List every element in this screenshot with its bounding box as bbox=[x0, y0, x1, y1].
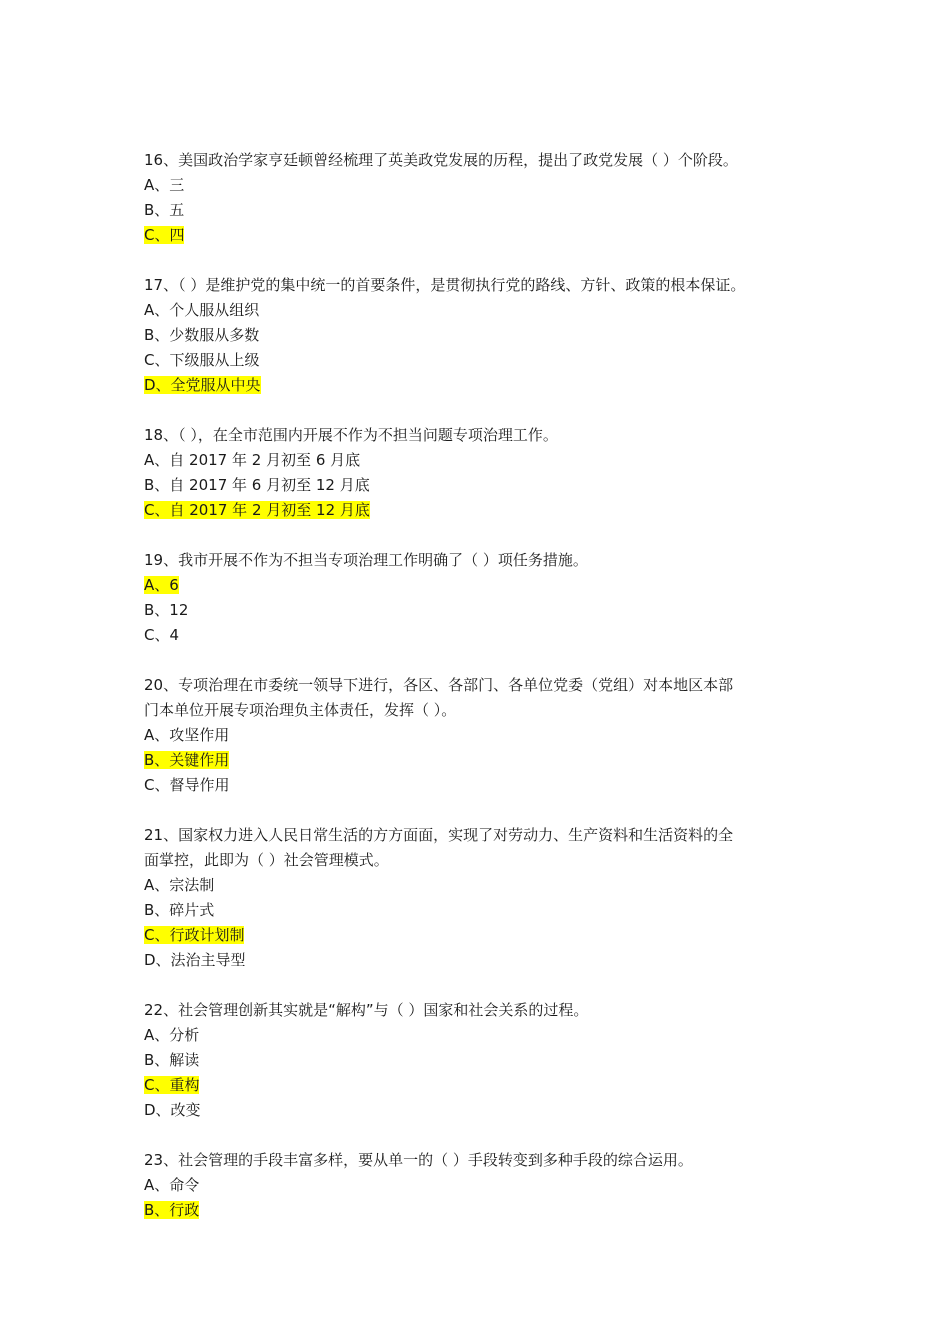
option-b-answer: B、行政 bbox=[144, 1201, 200, 1219]
question-stem-line-2: 门本单位开展专项治理负主体责任，发挥（ ）。 bbox=[144, 701, 457, 719]
option-b: B、少数服从多数 bbox=[144, 326, 260, 344]
question-stem-line-2: 面掌控，此即为（ ）社会管理模式。 bbox=[144, 851, 389, 869]
question-21 bbox=[144, 823, 824, 973]
question-17 bbox=[144, 273, 824, 398]
question-stem: 16、美国政治学家亨廷顿曾经梳理了英美政党发展的历程，提出了政党发展（ ）个阶段。 bbox=[144, 151, 738, 169]
option-a: A、攻坚作用 bbox=[144, 726, 230, 744]
question-stem-line-1: 21、国家权力进入人民日常生活的方方面面，实现了对劳动力、生产资料和生活资料的全 bbox=[144, 826, 734, 844]
question-19 bbox=[144, 548, 824, 648]
option-b: B、自 2017 年 6 月初至 12 月底 bbox=[144, 476, 370, 494]
question-stem: 23、社会管理的手段丰富多样，要从单一的（ ）手段转变到多种手段的综合运用。 bbox=[144, 1151, 693, 1169]
question-20 bbox=[144, 673, 824, 798]
option-d: D、法治主导型 bbox=[144, 951, 246, 969]
option-a: A、个人服从组织 bbox=[144, 301, 260, 319]
question-stem: 17、（ ）是维护党的集中统一的首要条件，是贯彻执行党的路线、方针、政策的根本保证。 bbox=[144, 276, 746, 294]
option-a: A、自 2017 年 2 月初至 6 月底 bbox=[144, 451, 361, 469]
option-c-answer: C、重构 bbox=[144, 1076, 200, 1094]
question-16 bbox=[144, 148, 824, 248]
option-b: B、碎片式 bbox=[144, 901, 215, 919]
option-c: C、督导作用 bbox=[144, 776, 230, 794]
option-d-answer: D、全党服从中央 bbox=[144, 376, 261, 394]
option-a: A、宗法制 bbox=[144, 876, 215, 894]
option-b: B、12 bbox=[144, 601, 189, 619]
option-a: A、三 bbox=[144, 176, 185, 194]
option-a: A、分析 bbox=[144, 1026, 200, 1044]
question-stem-line-1: 20、专项治理在市委统一领导下进行，各区、各部门、各单位党委（党组）对本地区本部 bbox=[144, 676, 734, 694]
question-stem: 18、（ ），在全市范围内开展不作为不担当问题专项治理工作。 bbox=[144, 426, 558, 444]
option-a-answer: A、6 bbox=[144, 576, 179, 594]
option-d: D、改变 bbox=[144, 1101, 201, 1119]
option-c: C、下级服从上级 bbox=[144, 351, 260, 369]
document-page bbox=[144, 148, 824, 1248]
option-c-answer: C、自 2017 年 2 月初至 12 月底 bbox=[144, 501, 370, 519]
question-stem: 22、社会管理创新其实就是“解构”与（ ）国家和社会关系的过程。 bbox=[144, 1001, 589, 1019]
option-b: B、五 bbox=[144, 201, 185, 219]
option-c-answer: C、四 bbox=[144, 226, 185, 244]
option-b: B、解读 bbox=[144, 1051, 200, 1069]
option-b-answer: B、关键作用 bbox=[144, 751, 230, 769]
option-c-answer: C、行政计划制 bbox=[144, 926, 245, 944]
question-22 bbox=[144, 998, 824, 1123]
option-c: C、4 bbox=[144, 626, 180, 644]
question-stem: 19、我市开展不作为不担当专项治理工作明确了（ ）项任务措施。 bbox=[144, 551, 588, 569]
option-a: A、命令 bbox=[144, 1176, 200, 1194]
question-23 bbox=[144, 1148, 824, 1223]
question-18 bbox=[144, 423, 824, 523]
